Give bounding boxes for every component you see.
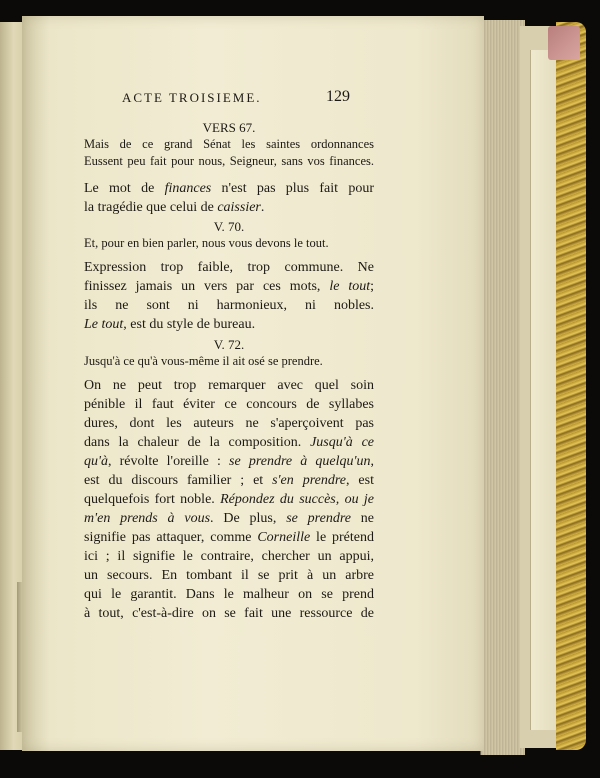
text-run: n'est pas plus fait pour xyxy=(211,181,374,196)
comment-70 xyxy=(84,260,374,336)
comment-line xyxy=(84,416,374,435)
italic-term: Le tout xyxy=(84,317,124,332)
text-run: , est xyxy=(345,473,374,488)
comment-line xyxy=(84,606,374,625)
italic-term: Jusqu'à ce xyxy=(310,435,374,450)
comment-line xyxy=(84,378,374,397)
verse-label-67: VERS 67. xyxy=(202,120,256,135)
text-run: un secours. En tombant il se prit à un arbre xyxy=(84,568,374,583)
text-run: finissez jamais un vers par ces mots, xyxy=(84,279,330,294)
italic-term: Corneille xyxy=(257,530,311,545)
italic-term: finances xyxy=(164,181,212,196)
text-run: quelquefois fort noble. xyxy=(84,492,221,507)
quote-line: Eussent peu fait pour nous, Seigneur, sans vos finances. xyxy=(84,154,374,168)
verse-label-72: V. 72. xyxy=(213,337,245,352)
italic-term: m'en prends à vous xyxy=(84,511,211,526)
quote-line: Et, pour en bien parler, nous vous devons le tout. xyxy=(84,236,329,250)
text-run: pénible il faut éviter ce concours de syllabes xyxy=(84,397,374,412)
text-run: . xyxy=(260,200,265,215)
red-corner-leather xyxy=(548,26,580,60)
italic-term: se prendre à quelqu'un xyxy=(229,454,371,469)
italic-term: se prendre xyxy=(286,511,351,526)
text-run: à tout, c'est-à-dire on se fait une ressource de xyxy=(84,606,374,621)
comment-line xyxy=(84,530,374,549)
comment-line xyxy=(84,279,374,298)
text-run: , xyxy=(370,454,374,469)
italic-term: le tout xyxy=(329,279,371,294)
text-run: . De plus, xyxy=(210,511,287,526)
text-run: qui le garantit. Dans le malheur on se prend xyxy=(84,587,374,602)
comment-line xyxy=(84,454,374,473)
text-run: ils ne sont ni harmonieux, ni nobles. xyxy=(84,298,374,313)
comment-line xyxy=(84,511,374,530)
page-header-title: ACTE TROISIEME. xyxy=(122,90,262,105)
text-run: , est du style de bureau. xyxy=(123,317,256,332)
comment-line xyxy=(84,181,374,200)
comment-line xyxy=(84,317,374,336)
text-run: ici ; il signifie le contraire, chercher un appui, xyxy=(84,549,374,564)
comment-72 xyxy=(84,378,374,625)
text-run: le prétend xyxy=(310,530,374,545)
comment-line xyxy=(84,435,374,454)
text-run: la tragédie que celui de xyxy=(84,200,218,215)
text-run: Le mot de xyxy=(84,181,165,196)
comment-line xyxy=(84,587,374,606)
comment-line xyxy=(84,260,374,279)
text-run: Expression trop faible, trop commune. Ne xyxy=(84,260,374,275)
text-run: signifie pas attaquer, comme xyxy=(84,530,258,545)
italic-term: qu'à xyxy=(84,454,108,469)
text-run: dans la chaleur de la composition. xyxy=(84,435,311,450)
back-cover-pastedown xyxy=(530,50,559,730)
comment-line xyxy=(84,397,374,416)
comment-line xyxy=(84,549,374,568)
page-block-edge xyxy=(480,20,525,755)
text-run: est du discours familier ; et xyxy=(84,473,273,488)
comment-line xyxy=(84,473,374,492)
gilt-spine-edge xyxy=(556,22,586,750)
text-run: dures, dont les auteurs ne s'aperçoivent pas xyxy=(84,416,374,431)
page-number: 129 xyxy=(326,88,350,105)
quote-line: Jusqu'à ce qu'à vous-même il ait osé se prendre. xyxy=(84,354,323,368)
comment-line xyxy=(84,200,374,219)
quote-line: Mais de ce grand Sénat les saintes ordonnances xyxy=(84,137,374,151)
comment-line xyxy=(84,298,374,317)
verse-quote-72 xyxy=(84,354,374,371)
comment-line xyxy=(84,568,374,587)
verse-label-70: V. 70. xyxy=(213,219,245,234)
comment-67 xyxy=(84,181,374,219)
text-run: ne xyxy=(350,511,375,526)
text-run: , révolte l'oreille : xyxy=(108,454,230,469)
verse-quote-70 xyxy=(84,236,374,253)
italic-term: s'en prendre xyxy=(272,473,346,488)
text-run: On ne peut trop remarquer avec quel soin xyxy=(84,378,374,393)
comment-line xyxy=(84,492,374,511)
text-run: ; xyxy=(370,279,374,294)
verse-quote-67 xyxy=(84,137,374,171)
italic-term: caissier xyxy=(217,200,261,215)
italic-term: Répondez du succès, ou je xyxy=(220,492,374,507)
